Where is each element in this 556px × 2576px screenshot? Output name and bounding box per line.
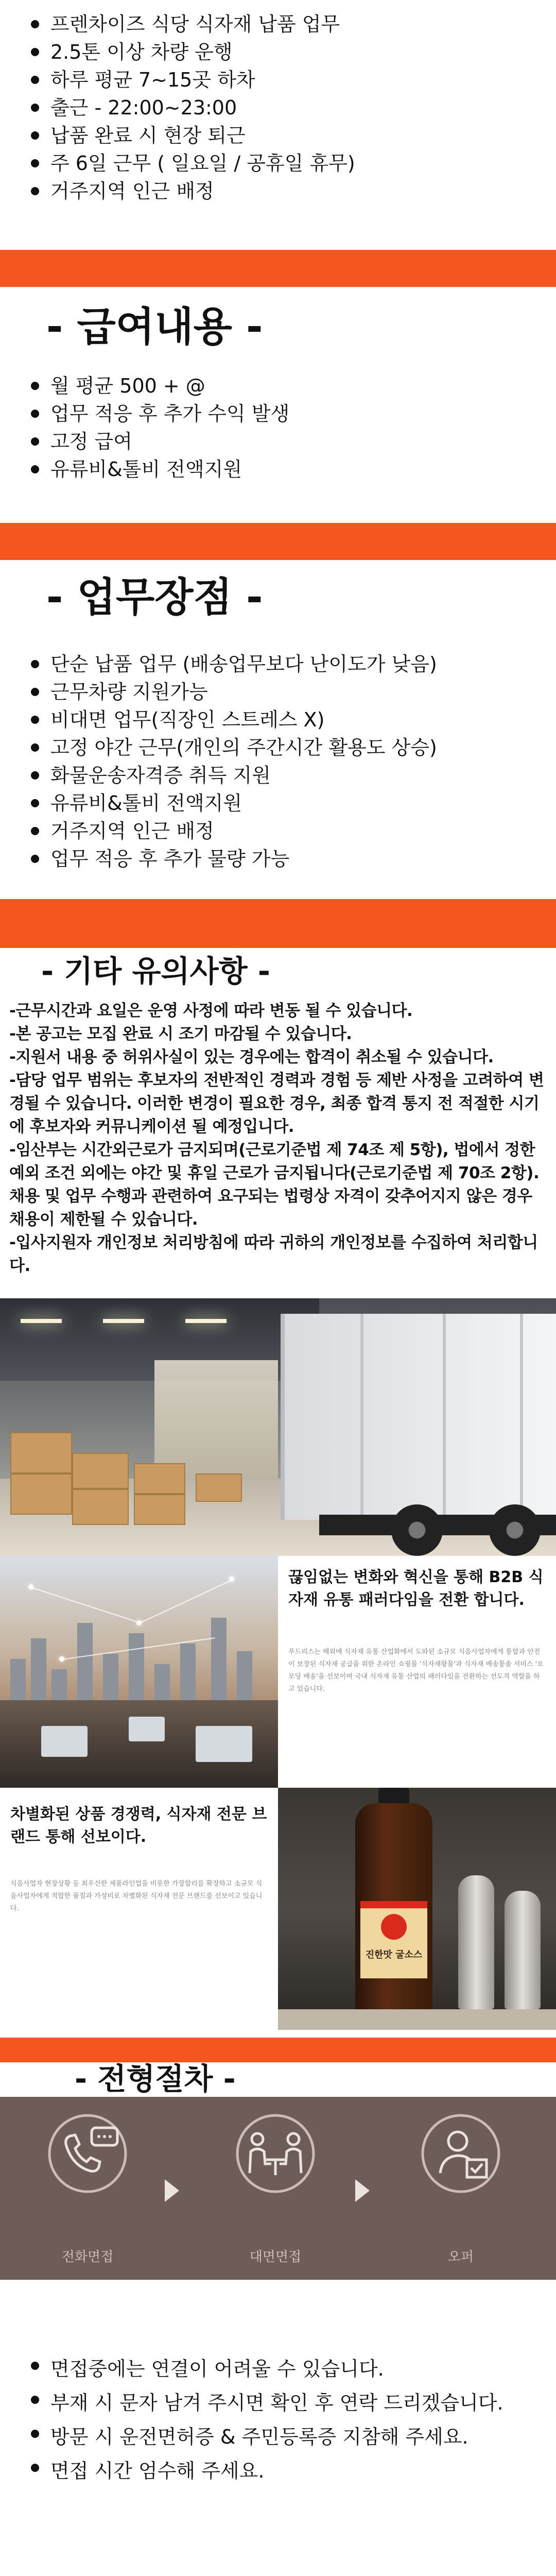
- list-item: 고정 급여: [21, 428, 535, 455]
- list-item: 비대면 업무(직장인 스트레스 X): [21, 706, 535, 734]
- interview-notes-list: [21, 2352, 546, 2488]
- list-item: 유류비&톨비 전액지원: [21, 789, 535, 817]
- notes-heading: - 기타 유의사항 -: [41, 954, 270, 989]
- promo1-title: 끊임없는 변화와 혁신을 통해 B2B 식자재 유통 패러다임을 전환 합니다.: [288, 1568, 544, 1609]
- note-line: -지원서 내용 중 허위사실이 있는 경우에는 합격이 취소될 수 있습니다.: [9, 1048, 494, 1066]
- list-item: 화물운송자격증 취득 지원: [21, 761, 535, 789]
- list-item: 유류비&톨비 전액지원: [21, 455, 535, 483]
- list-item: 업무 적응 후 추가 물량 가능: [21, 845, 535, 873]
- list-item: 하루 평균 7~15곳 하차: [21, 66, 535, 94]
- arrow-right-icon: [165, 2179, 179, 2202]
- phone-chat-icon: [46, 2112, 129, 2195]
- note-line: -담당 업무 범위는 후보자의 전반적인 경력과 경험 등 제반 사정을 고려하여 변경될 수 있습니다. 이러한 변경이 필요한 경우, 최종 합격 통지 전 적절한 시기에 후보자와 커뮤니케이션 될 예정입니다.: [9, 1071, 544, 1136]
- note-line: -임산부는 시간외근로가 금지되며(근로기준법 제 74조 제 5항), 법에서 정한 예외 조건 외에는 야간 및 휴일 근로가 금지됩니다(근로기준법 제 70조 2항). 채용 및 업무 수행과 관련하여 요구되는 법령상 자격이 갖추어지지 않은 경우 채용이 제한될 수 있습니다.: [9, 1141, 540, 1229]
- orange-divider-band: [0, 899, 556, 948]
- list-item: 면접 시간 엄수해 주세요.: [21, 2454, 546, 2488]
- list-item: 면접중에는 연결이 어려울 수 있습니다.: [21, 2352, 546, 2386]
- bottle-label-text: 진한맛 굴소스: [365, 1950, 423, 1960]
- list-item: 방문 시 운전면허증 & 주민등록증 지참해 주세요.: [21, 2420, 546, 2454]
- user-check-icon: [420, 2112, 502, 2195]
- salary-heading: - 급여내용 -: [46, 304, 263, 350]
- list-item: 2.5톤 이상 차량 운행: [21, 38, 535, 66]
- orange-divider-band: [0, 523, 556, 560]
- promo2-description: 식음사업자 현장상황 등 최우선한 제품라인업을 비롯한 가장합리를 확장하고 소규모 식음사업자에게 적합한 품질과 가성비로 차별화된 식자재 전문 브랜드를 선보이고 있습니다.: [10, 1880, 263, 1912]
- logistics-network-photo: [0, 1556, 278, 1788]
- step-label: 대면면접: [249, 2249, 302, 2265]
- process-heading: - 전형절차 -: [75, 2061, 236, 2096]
- list-item: 출근 - 22:00~23:00: [21, 94, 535, 122]
- arrow-right-icon: [355, 2179, 370, 2202]
- list-item: 주 6일 근무 ( 일요일 / 공휴일 휴무): [21, 149, 535, 177]
- merits-heading: - 업무장점 -: [46, 574, 263, 621]
- notes-body: [9, 999, 545, 1278]
- list-item: 업무 적응 후 추가 수익 발생: [21, 400, 535, 428]
- list-item: 납품 완료 시 현장 퇴근: [21, 122, 535, 149]
- note-line: -근무시간과 요일은 운영 사정에 따라 변동 될 수 있습니다.: [9, 1002, 413, 1020]
- orange-divider-band: [0, 250, 556, 287]
- list-item: 고정 야간 근무(개인의 주간시간 활용도 상승): [21, 734, 535, 761]
- promo1-description: 푸드리스는 해외에 식자재 유통 산업화에서 도와된 소규모 식음사업자에게 통합과 안전이 보장된 식자재 공급을 위한 온라인 쇼핑몰 '식자재왕몰'과 식자재 배송통솔 서비스 '오모딩 배송'을 선보이며 국내 식자재 유통 산업의 패러다임을 전환하는 선도적 역할을 하고 있습니다.: [288, 1648, 544, 1693]
- process-step-phone: [23, 2097, 152, 2280]
- step-label: 전화면접: [61, 2249, 114, 2265]
- sauce-bottle-photo: [278, 1788, 556, 2030]
- list-item: 근무차량 지원가능: [21, 678, 535, 706]
- process-step-offer: [396, 2097, 525, 2280]
- step-label: 오퍼: [447, 2249, 474, 2265]
- promo2-title: 차별화된 상품 경쟁력, 식자재 전문 브랜드 통해 선보이다.: [10, 1805, 267, 1846]
- job-overview-list: [21, 10, 535, 205]
- hiring-process-panel: [0, 2097, 556, 2280]
- list-item: 월 평균 500 + @: [21, 372, 535, 400]
- note-line: -본 공고는 모집 완료 시 조기 마감될 수 있습니다.: [9, 1025, 352, 1043]
- list-item: 단순 납품 업무 (배송업무보다 난이도가 낮음): [21, 650, 535, 678]
- list-item: 부재 시 문자 남겨 주시면 확인 후 연락 드리겠습니다.: [21, 2386, 546, 2420]
- list-item: 거주지역 인근 배정: [21, 177, 535, 205]
- meeting-icon: [234, 2112, 317, 2195]
- orange-divider-band: [0, 2038, 556, 2062]
- process-step-meeting: [211, 2097, 340, 2280]
- list-item: 프렌차이즈 식당 식자재 납품 업무: [21, 10, 535, 38]
- warehouse-truck-photo: [0, 1298, 556, 1556]
- merits-list: [21, 650, 535, 873]
- note-line: -입사지원자 개인정보 처리방침에 따라 귀하의 개인정보를 수집하여 처리합니다.: [9, 1233, 538, 1275]
- salary-list: [21, 372, 535, 483]
- list-item: 거주지역 인근 배정: [21, 817, 535, 845]
